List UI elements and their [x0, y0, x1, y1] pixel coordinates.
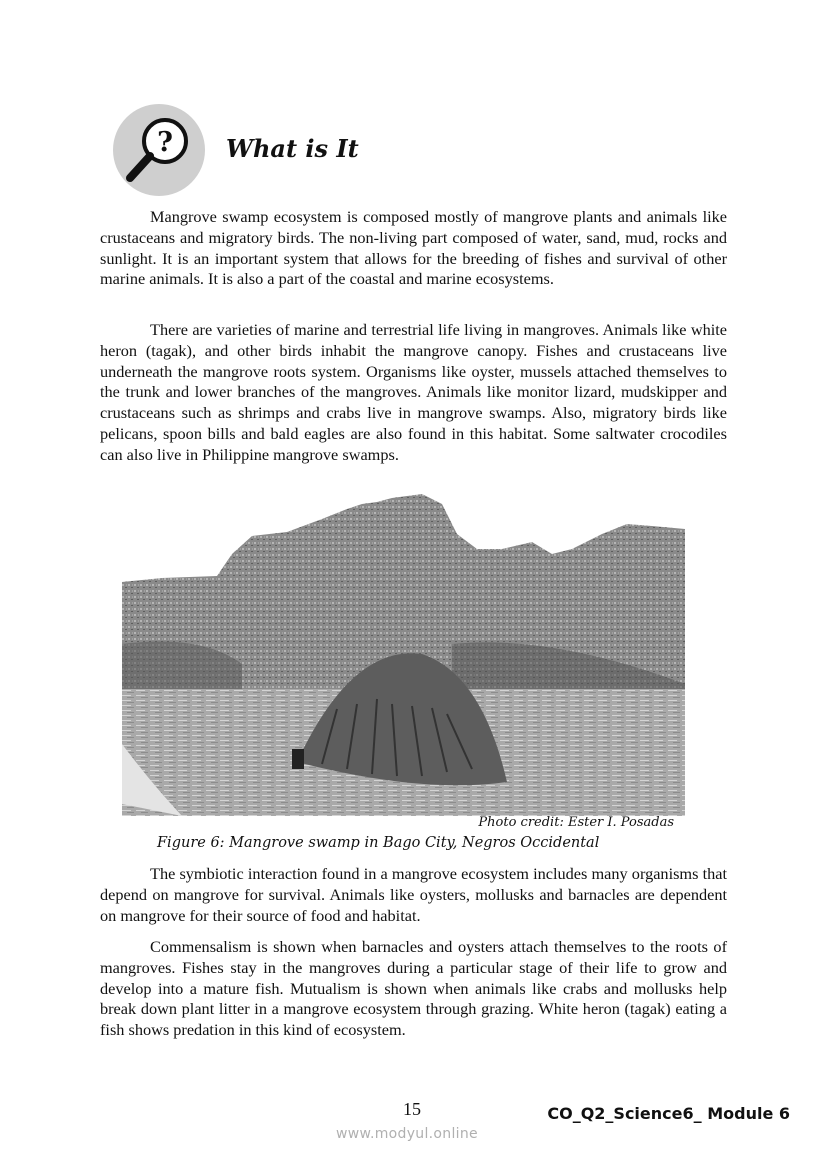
magnifier-question-icon — [113, 104, 205, 196]
mangrove-swamp-photo — [122, 494, 685, 816]
svg-text:?: ? — [157, 127, 173, 158]
watermark-link: www.modyul.online — [336, 1126, 478, 1142]
figure-caption: Figure 6: Mangrove swamp in Bago City, Negros Occidental — [157, 835, 600, 851]
paragraph-ecosystem-composition: Mangrove swamp ecosystem is composed mostly of mangrove plants and animals like crustaceans and migratory birds. The non-living part composed of water, sand, mud, rocks and sunlight. It is an important system that allows for the breeding of fishes and survival of other marine animals. It is also a part of the coastal and marine ecosystems. — [100, 207, 727, 289]
paragraph-symbiotic-interaction: The symbiotic interaction found in a mangrove ecosystem includes many organisms that depend on mangrove for survival. Animals like oysters, mollusks and barnacles are dependent on mangrove for their source of food and habitat. — [100, 864, 727, 925]
page-number: 15 — [403, 1099, 421, 1119]
section-header — [113, 104, 205, 196]
section-title: What is It — [226, 134, 359, 163]
paragraph-mangrove-life: There are varieties of marine and terrestrial life living in mangroves. Animals like white heron (tagak), and other birds inhabit the mangrove canopy. Fishes and crustaceans live underneath the mangrove roots system. Organisms like oyster, mussels attached themselves to the trunk and lower branches of the mangroves. Animals like monitor lizard, mudskipper and crustaceans such as shrimps and crabs live in mangrove swamps. Also, migratory birds like pelicans, spoon bills and bald eagles are also found in this habitat. Some saltwater crocodiles can also live in Philippine mangrove swamps. — [100, 320, 727, 464]
module-code: CO_Q2_Science6_ Module 6 — [547, 1104, 790, 1123]
paragraph-commensalism-mutualism: Commensalism is shown when barnacles and oysters attach themselves to the roots of mangroves. Fishes stay in the mangroves during a particular stage of their life to grow and develop into a mature fish. Mutualism is shown when animals like crabs and mollusks help break down plant litter in a mangrove ecosystem through grazing. White heron (tagak) eating a fish shows predation in this kind of ecosystem. — [100, 937, 727, 1040]
photo-credit: Photo credit: Ester I. Posadas — [478, 815, 674, 830]
